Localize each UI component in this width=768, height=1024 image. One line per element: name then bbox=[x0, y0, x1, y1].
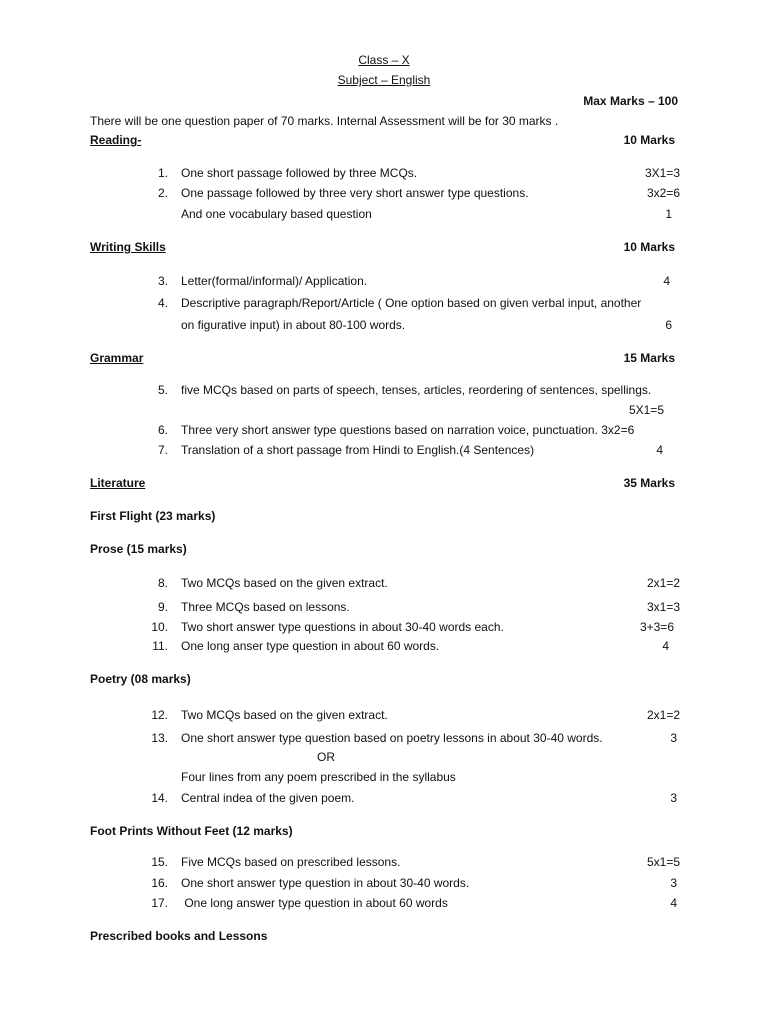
item-text: One passage followed by three very short answer type questions. bbox=[181, 186, 529, 200]
item-text: Descriptive paragraph/Report/Article ( One option based on given verbal input, another bbox=[181, 296, 642, 310]
item-text: One short answer type question in about 30-40 words. bbox=[181, 876, 470, 890]
item-marks: 3x2=6 bbox=[646, 186, 680, 200]
item-text: One short answer type question based on poetry lessons in about 30-40 words. bbox=[181, 731, 603, 745]
item-number: 9. bbox=[157, 600, 168, 614]
item-marks: 2x1=2 bbox=[646, 576, 680, 590]
item-marks: 1 bbox=[665, 207, 672, 221]
item-marks: 3 bbox=[670, 876, 677, 890]
subject-heading: Subject – English bbox=[337, 73, 431, 87]
item-marks: 4 bbox=[663, 274, 670, 288]
item-number: 10. bbox=[151, 620, 168, 634]
writing-marks: 10 Marks bbox=[623, 240, 675, 254]
item-marks: 6 bbox=[665, 318, 672, 332]
item-text: Three MCQs based on lessons. bbox=[181, 600, 350, 614]
prescribed-books-heading: Prescribed books and Lessons bbox=[90, 929, 268, 943]
item-text: Two MCQs based on the given extract. bbox=[181, 576, 388, 590]
item-marks: 3+3=6 bbox=[639, 620, 674, 634]
item-marks: 2x1=2 bbox=[646, 708, 680, 722]
item-text: Translation of a short passage from Hindi to English.(4 Sentences) bbox=[181, 443, 535, 457]
item-marks: 4 bbox=[656, 443, 663, 457]
item-number: 14. bbox=[151, 791, 168, 805]
grammar-heading: Grammar bbox=[90, 351, 144, 365]
item-marks: 4 bbox=[670, 896, 677, 910]
item-marks: 4 bbox=[662, 639, 669, 653]
item-text: Central indea of the given poem. bbox=[181, 791, 355, 805]
item-number: 13. bbox=[151, 731, 168, 745]
first-flight-heading: First Flight (23 marks) bbox=[90, 509, 216, 523]
poetry-heading: Poetry (08 marks) bbox=[90, 672, 191, 686]
writing-heading: Writing Skills bbox=[90, 240, 166, 254]
item-text: Three very short answer type questions based on narration voice, punctuation. 3x2=6 bbox=[181, 423, 635, 437]
intro-text: There will be one question paper of 70 marks. Internal Assessment will be for 30 marks . bbox=[90, 114, 559, 128]
item-number: 17. bbox=[151, 896, 168, 910]
item-text: five MCQs based on parts of speech, tenses, articles, reordering of sentences, spellings. bbox=[181, 383, 652, 397]
item-text: Two short answer type questions in about 30-40 words each. bbox=[181, 620, 504, 634]
item-number: 6. bbox=[157, 423, 168, 437]
item-number: 1. bbox=[157, 166, 168, 180]
item-number: 2. bbox=[157, 186, 168, 200]
grammar-marks: 15 Marks bbox=[623, 351, 675, 365]
item-text: Two MCQs based on the given extract. bbox=[181, 708, 388, 722]
item-text: Five MCQs based on prescribed lessons. bbox=[181, 855, 401, 869]
item-number: 16. bbox=[151, 876, 168, 890]
item-number: 11. bbox=[152, 639, 168, 653]
item-text: And one vocabulary based question bbox=[181, 207, 372, 221]
max-marks: Max Marks – 100 bbox=[583, 94, 678, 108]
item-number: 12. bbox=[151, 708, 168, 722]
item-text: Four lines from any poem prescribed in the syllabus bbox=[181, 770, 456, 784]
item-marks: 5x1=5 bbox=[646, 855, 680, 869]
item-number: 3. bbox=[157, 274, 168, 288]
item-number: 4. bbox=[157, 296, 168, 310]
item-text: One long anser type question in about 60 words. bbox=[181, 639, 440, 653]
item-text: on figurative input) in about 80-100 words. bbox=[181, 318, 406, 332]
prose-heading: Prose (15 marks) bbox=[90, 542, 187, 556]
item-number: 7. bbox=[157, 443, 168, 457]
item-marks: 3 bbox=[670, 731, 677, 745]
item-text: Letter(formal/informal)/ Application. bbox=[181, 274, 368, 288]
or-separator: OR bbox=[317, 750, 335, 764]
class-heading: Class – X bbox=[358, 53, 410, 67]
item-text: One long answer type question in about 60 words bbox=[181, 896, 448, 910]
reading-heading: Reading- bbox=[90, 133, 142, 147]
item-number: 15. bbox=[151, 855, 168, 869]
item-text: One short passage followed by three MCQs. bbox=[181, 166, 418, 180]
item-marks: 3X1=3 bbox=[644, 166, 680, 180]
item-number: 5. bbox=[157, 383, 168, 397]
item-marks: 3x1=3 bbox=[646, 600, 680, 614]
item-marks: 5X1=5 bbox=[628, 403, 664, 417]
literature-marks: 35 Marks bbox=[623, 476, 675, 490]
footprints-heading: Foot Prints Without Feet (12 marks) bbox=[90, 824, 293, 838]
item-marks: 3 bbox=[670, 791, 677, 805]
literature-heading: Literature bbox=[90, 476, 146, 490]
item-number: 8. bbox=[157, 576, 168, 590]
reading-marks: 10 Marks bbox=[623, 133, 675, 147]
